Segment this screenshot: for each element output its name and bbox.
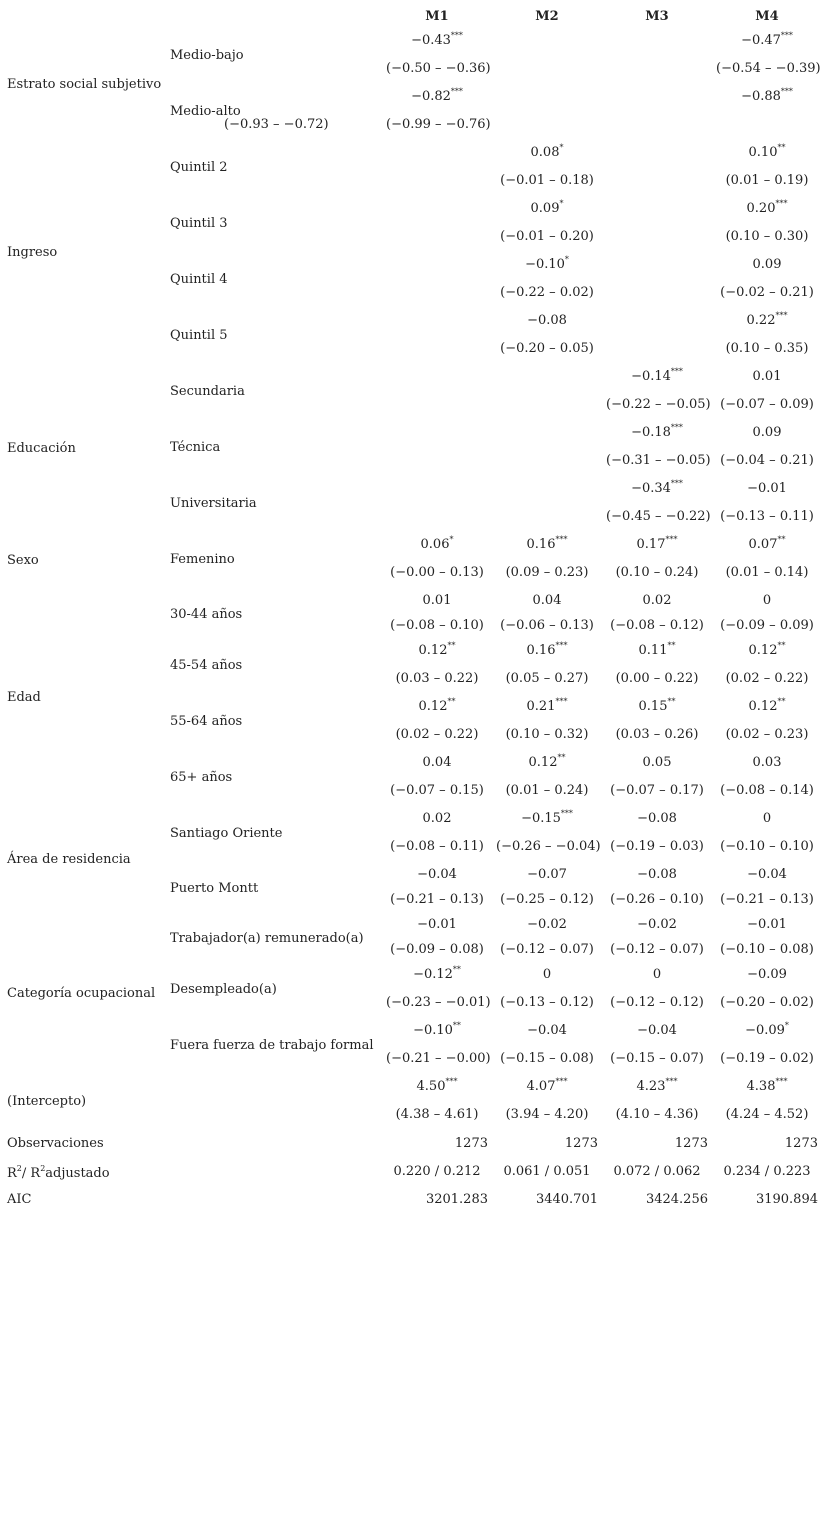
coef-cell — [606, 593, 708, 609]
coef-cell — [606, 369, 708, 385]
coef-value: 0.09 — [752, 425, 782, 440]
coef-cell — [716, 811, 818, 827]
row-label: Quintil 4 — [170, 272, 228, 287]
coef-cell — [386, 917, 488, 933]
row-label: Puerto Montt — [170, 881, 259, 896]
coef-cell — [606, 917, 708, 933]
coef-cell — [716, 643, 818, 659]
ci-cell: (−0.19 – 0.02) — [720, 1051, 814, 1066]
row-label: Quintil 3 — [170, 216, 228, 231]
coef-cell — [606, 643, 708, 659]
coef-value: 0.02 — [422, 811, 452, 826]
ci-cell: (−0.04 – 0.21) — [720, 453, 814, 468]
coef-value: 0.11 — [638, 643, 668, 658]
significance-stars: ** — [667, 697, 676, 706]
significance-stars: ** — [667, 641, 676, 650]
coef-value: 0.09 — [530, 201, 560, 216]
ci-cell: (−0.20 – 0.05) — [500, 341, 594, 356]
coef-cell — [606, 1079, 708, 1095]
stat-label-observations: Observaciones — [7, 1136, 104, 1151]
r2-sup: 2 — [16, 1164, 22, 1173]
ci-cell: (−0.08 – 0.11) — [390, 839, 484, 854]
coef-value: 0.21 — [526, 699, 556, 714]
r2-adjustado: adjustado — [45, 1166, 110, 1181]
significance-stars: *** — [775, 1077, 788, 1086]
coef-value: −0.10 — [525, 257, 565, 272]
coef-cell — [496, 145, 598, 161]
coef-value: −0.02 — [637, 917, 677, 932]
ci-cell: (−0.15 – 0.08) — [500, 1051, 594, 1066]
stat-value-observations: 1273 — [784, 1136, 818, 1151]
stat-value-aic: 3190.894 — [755, 1192, 818, 1207]
r2-sep: / R — [21, 1166, 41, 1181]
row-label: Secundaria — [170, 384, 245, 399]
stat-label-aic: AIC — [7, 1192, 32, 1207]
significance-stars: * — [564, 255, 569, 264]
coef-cell — [716, 33, 818, 49]
significance-stars: *** — [555, 535, 568, 544]
ci-cell: (4.10 – 4.36) — [615, 1107, 699, 1122]
ci-cell: (−0.26 – 0.10) — [610, 892, 704, 907]
coef-cell — [496, 1079, 598, 1095]
ci-cell: (−0.15 – 0.07) — [610, 1051, 704, 1066]
row-label: Medio-alto — [170, 104, 241, 119]
ci-cell: (4.24 – 4.52) — [725, 1107, 809, 1122]
ci-cell: (−0.26 – −0.04) — [496, 839, 601, 854]
coef-cell — [496, 967, 598, 983]
significance-stars: ** — [557, 753, 566, 762]
ci-cell: (−0.12 – 0.12) — [610, 995, 704, 1010]
significance-stars: * — [449, 535, 454, 544]
ci-cell: (0.00 – 0.22) — [615, 671, 699, 686]
ci-cell: (−0.25 – 0.12) — [500, 892, 594, 907]
ci-cell: (−0.01 – 0.20) — [500, 229, 594, 244]
coef-value: 0.03 — [752, 755, 782, 770]
group-label: Categoría ocupacional — [7, 986, 156, 1001]
ci-cell: (−0.22 – 0.02) — [500, 285, 594, 300]
coef-value: −0.02 — [527, 917, 567, 932]
stat-value-aic: 3424.256 — [645, 1192, 708, 1207]
ci-cell: (−0.12 – 0.07) — [610, 942, 704, 957]
ci-cell: (−0.09 – 0.08) — [390, 942, 484, 957]
coef-value: −0.47 — [741, 33, 781, 48]
ci-cell: (−0.21 – 0.13) — [390, 892, 484, 907]
coef-cell — [716, 257, 818, 273]
ci-cell: (−0.02 – 0.21) — [720, 285, 814, 300]
stat-value-r2: 0.061 / 0.051 — [503, 1164, 591, 1179]
coef-cell — [386, 867, 488, 883]
ci-cell: (0.02 – 0.22) — [725, 671, 809, 686]
coef-cell — [606, 1023, 708, 1039]
coef-value: −0.15 — [521, 811, 561, 826]
coef-cell — [716, 593, 818, 609]
coef-value: 0.12 — [418, 643, 448, 658]
group-label: Área de residencia — [7, 852, 131, 867]
significance-stars: *** — [670, 479, 683, 488]
ci-cell: (−0.07 – 0.09) — [720, 397, 814, 412]
ci-cell: (0.10 – 0.30) — [725, 229, 809, 244]
stat-value-r2: 0.234 / 0.223 — [723, 1164, 811, 1179]
significance-stars: ** — [447, 697, 456, 706]
coef-cell — [386, 537, 488, 553]
coef-value: 0.22 — [746, 313, 776, 328]
ci-cell: (−0.10 – 0.08) — [720, 942, 814, 957]
coef-cell — [606, 537, 708, 553]
coef-cell — [606, 867, 708, 883]
coef-value: 0 — [652, 967, 662, 982]
significance-stars: *** — [670, 367, 683, 376]
coef-cell — [716, 89, 818, 105]
significance-stars: *** — [445, 1077, 458, 1086]
group-label: Edad — [7, 690, 41, 705]
row-label: Quintil 5 — [170, 328, 228, 343]
stat-label-r2 — [7, 1166, 110, 1182]
significance-stars: ** — [777, 143, 786, 152]
coef-cell — [606, 425, 708, 441]
significance-stars: *** — [670, 423, 683, 432]
coef-cell — [496, 643, 598, 659]
coef-value: 4.50 — [416, 1079, 446, 1094]
coef-cell — [716, 369, 818, 385]
ci-cell: (−0.06 – 0.13) — [500, 618, 594, 633]
coef-value: 0.07 — [748, 537, 778, 552]
coef-value: 4.23 — [636, 1079, 666, 1094]
coef-value: 0.02 — [642, 593, 672, 608]
ci-cell: (−0.45 – −0.22) — [606, 509, 711, 524]
ci-cell: (−0.00 – 0.13) — [390, 565, 484, 580]
row-label: Trabajador(a) remunerado(a) — [170, 931, 364, 946]
coef-cell — [716, 699, 818, 715]
ci-cell: (−0.12 – 0.07) — [500, 942, 594, 957]
coef-cell — [386, 811, 488, 827]
significance-stars: ** — [452, 1021, 461, 1030]
ci-cell: (−0.01 – 0.18) — [500, 173, 594, 188]
coef-cell — [606, 967, 708, 983]
stat-value-observations: 1273 — [454, 1136, 488, 1151]
coef-value: 0.01 — [752, 369, 782, 384]
coef-value: 0.08 — [530, 145, 560, 160]
coef-cell — [496, 593, 598, 609]
coef-value: −0.09 — [745, 1023, 785, 1038]
coef-value: 0.01 — [422, 593, 452, 608]
ci-cell: (0.02 – 0.22) — [395, 727, 479, 742]
coef-value: −0.18 — [631, 425, 671, 440]
significance-stars: ** — [777, 697, 786, 706]
coef-value: 4.07 — [526, 1079, 556, 1094]
r2-sup-adj: 2 — [40, 1164, 46, 1173]
coef-cell — [716, 145, 818, 161]
coef-value: 0.04 — [422, 755, 452, 770]
significance-stars: *** — [555, 1077, 568, 1086]
coef-value: −0.04 — [747, 867, 787, 882]
coef-value: −0.10 — [413, 1023, 453, 1038]
coef-cell — [716, 867, 818, 883]
significance-stars: *** — [450, 87, 463, 96]
coef-value: 0.10 — [748, 145, 778, 160]
coef-cell — [496, 201, 598, 217]
coef-value: 0.06 — [420, 537, 450, 552]
coef-cell — [606, 811, 708, 827]
ci-cell: (−0.99 – −0.76) — [386, 117, 491, 132]
coef-value: 0.12 — [418, 699, 448, 714]
row-label: Santiago Oriente — [170, 826, 283, 841]
coef-value: −0.09 — [747, 967, 787, 982]
ci-cell: (0.01 – 0.24) — [505, 783, 589, 798]
row-label: Quintil 2 — [170, 160, 228, 175]
coef-value: −0.43 — [411, 33, 451, 48]
coef-cell — [716, 917, 818, 933]
coef-value: −0.12 — [413, 967, 453, 982]
ci-cell: (−0.20 – 0.02) — [720, 995, 814, 1010]
row-label: Femenino — [170, 552, 235, 567]
significance-stars: * — [559, 199, 564, 208]
ci-cell: (0.10 – 0.32) — [505, 727, 589, 742]
coef-cell — [496, 313, 598, 329]
coef-value: −0.88 — [741, 89, 781, 104]
ci-cell: (−0.19 – 0.03) — [610, 839, 704, 854]
coef-cell — [496, 1023, 598, 1039]
model-header: M2 — [535, 9, 559, 24]
ci-cell: (0.03 – 0.26) — [615, 727, 699, 742]
ci-cell: (−0.10 – 0.10) — [720, 839, 814, 854]
ci-cell: (3.94 – 4.20) — [505, 1107, 589, 1122]
significance-stars: *** — [775, 311, 788, 320]
significance-stars: *** — [555, 641, 568, 650]
stat-value-r2: 0.220 / 0.212 — [393, 1164, 481, 1179]
coef-cell — [386, 593, 488, 609]
coef-value: −0.04 — [417, 867, 457, 882]
stat-value-observations: 1273 — [564, 1136, 598, 1151]
significance-stars: *** — [665, 535, 678, 544]
row-label: Desempleado(a) — [170, 982, 277, 997]
ci-cell: (−0.07 – 0.17) — [610, 783, 704, 798]
coef-cell — [496, 699, 598, 715]
coef-value: 0.16 — [526, 643, 556, 658]
significance-stars: ** — [777, 641, 786, 650]
coef-cell — [496, 917, 598, 933]
ci-cell: (−0.07 – 0.15) — [390, 783, 484, 798]
coef-value: −0.04 — [637, 1023, 677, 1038]
group-label: Estrato social subjetivo — [7, 77, 162, 92]
coef-cell — [716, 1023, 818, 1039]
coef-value: −0.14 — [631, 369, 671, 384]
coef-cell — [386, 89, 488, 105]
coef-cell — [716, 481, 818, 497]
stat-value-aic: 3201.283 — [425, 1192, 488, 1207]
model-header: M1 — [425, 9, 449, 24]
row-label: Técnica — [170, 440, 221, 455]
coef-cell — [496, 811, 598, 827]
coef-value: −0.07 — [527, 867, 567, 882]
coef-value: 0.12 — [528, 755, 558, 770]
coef-value: 0.09 — [752, 257, 782, 272]
coef-cell — [716, 1079, 818, 1095]
coef-cell — [496, 257, 598, 273]
coef-value: 0.16 — [526, 537, 556, 552]
coef-value: 0.17 — [636, 537, 666, 552]
significance-stars: *** — [450, 31, 463, 40]
ci-cell-misplaced: (−0.93 – −0.72) — [224, 117, 329, 132]
ci-cell: (0.10 – 0.24) — [615, 565, 699, 580]
ci-cell: (−0.54 – −0.39) — [716, 61, 821, 76]
coef-value: 0.05 — [642, 755, 672, 770]
row-label: Fuera fuerza de trabajo formal — [170, 1038, 374, 1053]
group-label: Ingreso — [7, 245, 58, 260]
coef-value: 4.38 — [746, 1079, 776, 1094]
ci-cell: (0.01 – 0.14) — [725, 565, 809, 580]
coef-cell — [386, 1023, 488, 1039]
ci-cell: (−0.08 – 0.10) — [390, 618, 484, 633]
model-header: M3 — [645, 9, 669, 24]
coef-cell — [716, 755, 818, 771]
coef-value: 0 — [762, 811, 772, 826]
significance-stars: *** — [780, 87, 793, 96]
coef-cell — [716, 537, 818, 553]
coef-cell — [606, 699, 708, 715]
coef-cell — [386, 643, 488, 659]
coef-value: 0.12 — [748, 699, 778, 714]
ci-cell: (−0.31 – −0.05) — [606, 453, 711, 468]
row-label: 55-64 años — [170, 714, 243, 729]
group-label: Educación — [7, 441, 76, 456]
coef-value: −0.08 — [637, 811, 677, 826]
ci-cell: (0.10 – 0.35) — [725, 341, 809, 356]
coef-cell — [606, 755, 708, 771]
coef-cell — [716, 313, 818, 329]
stat-value-r2: 0.072 / 0.062 — [613, 1164, 701, 1179]
row-label: 45-54 años — [170, 658, 243, 673]
coef-value: 0.15 — [638, 699, 668, 714]
coef-cell — [386, 755, 488, 771]
group-label: (Intercepto) — [7, 1094, 87, 1109]
coef-cell — [496, 867, 598, 883]
row-label: 65+ años — [170, 770, 233, 785]
ci-cell: (−0.21 – −0.00) — [386, 1051, 491, 1066]
significance-stars: * — [784, 1021, 789, 1030]
coef-value: 0.20 — [746, 201, 776, 216]
ci-cell: (−0.08 – 0.12) — [610, 618, 704, 633]
significance-stars: ** — [452, 965, 461, 974]
coef-value: −0.01 — [747, 481, 787, 496]
coef-cell — [386, 967, 488, 983]
coef-value: −0.04 — [527, 1023, 567, 1038]
significance-stars: *** — [555, 697, 568, 706]
group-label: Sexo — [7, 553, 39, 568]
ci-cell: (4.38 – 4.61) — [395, 1107, 479, 1122]
significance-stars: ** — [447, 641, 456, 650]
row-label: 30-44 años — [170, 607, 243, 622]
ci-cell: (−0.09 – 0.09) — [720, 618, 814, 633]
ci-cell: (−0.13 – 0.12) — [500, 995, 594, 1010]
coef-value: −0.34 — [631, 481, 671, 496]
significance-stars: *** — [665, 1077, 678, 1086]
coef-cell — [386, 1079, 488, 1095]
significance-stars: ** — [777, 535, 786, 544]
coef-cell — [716, 425, 818, 441]
coef-value: −0.08 — [527, 313, 567, 328]
coef-value: 0 — [762, 593, 772, 608]
row-label: Medio-bajo — [170, 48, 244, 63]
coef-cell — [496, 537, 598, 553]
stat-value-observations: 1273 — [674, 1136, 708, 1151]
ci-cell: (−0.22 – −0.05) — [606, 397, 711, 412]
ci-cell: (0.03 – 0.22) — [395, 671, 479, 686]
ci-cell: (−0.08 – 0.14) — [720, 783, 814, 798]
ci-cell: (0.02 – 0.23) — [725, 727, 809, 742]
coef-cell — [716, 201, 818, 217]
r2-r: R — [7, 1166, 17, 1181]
coef-value: −0.01 — [417, 917, 457, 932]
coef-cell — [716, 967, 818, 983]
row-label: Universitaria — [170, 496, 257, 511]
coef-value: 0.04 — [532, 593, 562, 608]
coef-value: 0 — [542, 967, 552, 982]
ci-cell: (0.01 – 0.19) — [725, 173, 809, 188]
coef-value: −0.01 — [747, 917, 787, 932]
coef-value: −0.82 — [411, 89, 451, 104]
coef-value: 0.12 — [748, 643, 778, 658]
coef-cell — [386, 699, 488, 715]
stat-value-aic: 3440.701 — [535, 1192, 598, 1207]
coef-value: −0.08 — [637, 867, 677, 882]
significance-stars: *** — [780, 31, 793, 40]
model-header: M4 — [755, 9, 779, 24]
coef-cell — [496, 755, 598, 771]
ci-cell: (0.05 – 0.27) — [505, 671, 589, 686]
coef-cell — [606, 481, 708, 497]
ci-cell: (0.09 – 0.23) — [505, 565, 589, 580]
significance-stars: * — [559, 143, 564, 152]
ci-cell: (−0.13 – 0.11) — [720, 509, 814, 524]
significance-stars: *** — [560, 809, 573, 818]
coef-cell — [386, 33, 488, 49]
significance-stars: *** — [775, 199, 788, 208]
ci-cell: (−0.23 – −0.01) — [386, 995, 491, 1010]
ci-cell: (−0.50 – −0.36) — [386, 61, 491, 76]
ci-cell: (−0.21 – 0.13) — [720, 892, 814, 907]
